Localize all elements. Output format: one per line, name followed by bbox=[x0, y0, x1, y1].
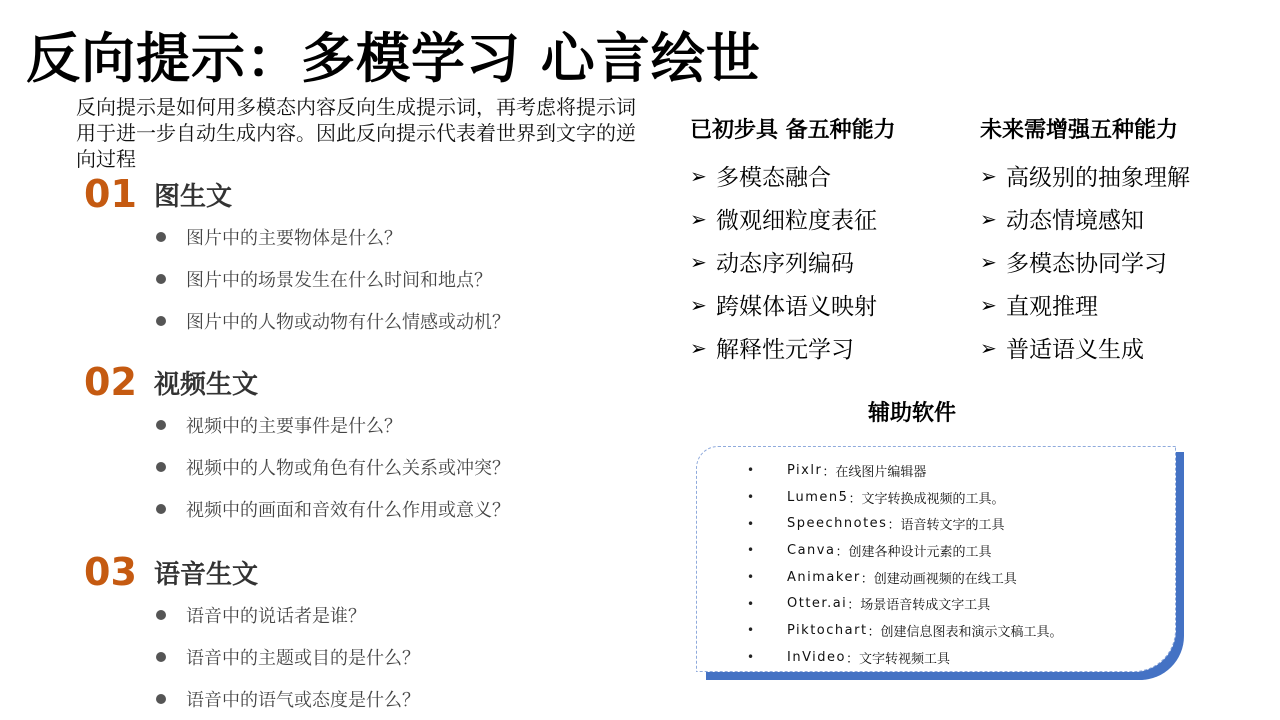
section-title: 图生文 bbox=[154, 181, 233, 212]
list-item: • Otter.ai ：场景语音转成文字工具 bbox=[747, 596, 991, 614]
section-video-to-text bbox=[84, 360, 510, 530]
section-image-to-text bbox=[84, 172, 510, 342]
bullet-icon: • bbox=[747, 543, 755, 558]
section-number: 02 bbox=[84, 360, 137, 404]
section-title: 语音生文 bbox=[154, 559, 259, 590]
list-item: • Canva ：创建各种设计元素的工具 bbox=[747, 542, 992, 560]
section-number: 03 bbox=[84, 550, 137, 594]
list-item: • Animaker ：创建动画视频的在线工具 bbox=[747, 569, 1017, 587]
current-abilities-heading: 已初步具 备五种能力 bbox=[690, 118, 896, 143]
arrow-right-icon: ➢ bbox=[690, 249, 707, 274]
list-item: ➢ 高级别的抽象理解 bbox=[980, 163, 1190, 191]
future-abilities-column bbox=[980, 112, 1190, 369]
list-item: 视频中的人物或角色有什么关系或冲突？ bbox=[156, 446, 510, 488]
list-item: 图片中的主要物体是什么？ bbox=[156, 216, 510, 258]
intro-paragraph: 反向提示是如何用多模态内容反向生成提示词，再考虑将提示词用于进一步自动生成内容。因此反向提示代表着世界到文字的逆向过程 bbox=[76, 95, 636, 171]
arrow-right-icon: ➢ bbox=[980, 335, 997, 360]
list-item: 视频中的主要事件是什么？ bbox=[156, 404, 510, 446]
arrow-right-icon: ➢ bbox=[690, 335, 707, 360]
list-item: ➢ 多模态融合 bbox=[690, 163, 831, 191]
question-list bbox=[156, 594, 420, 720]
bullet-icon: • bbox=[747, 650, 755, 665]
section-title: 视频生文 bbox=[154, 369, 259, 400]
list-item: • InVideo ：文字转视频工具 bbox=[747, 649, 951, 667]
arrow-right-icon: ➢ bbox=[690, 206, 707, 231]
future-abilities-heading: 未来需增强五种能力 bbox=[980, 118, 1179, 143]
section-number: 01 bbox=[84, 172, 137, 216]
list-item: ➢ 动态序列编码 bbox=[690, 249, 854, 277]
page-title: 反向提示：多模学习 心言绘世 bbox=[26, 27, 761, 90]
aux-software-title: 辅助软件 bbox=[868, 401, 957, 426]
bullet-icon bbox=[156, 274, 166, 284]
bullet-icon: • bbox=[747, 490, 755, 505]
bullet-icon: • bbox=[747, 516, 755, 531]
list-item: 语音中的语气或态度是什么？ bbox=[156, 678, 420, 720]
arrow-right-icon: ➢ bbox=[690, 292, 707, 317]
list-item: ➢ 跨媒体语义映射 bbox=[690, 292, 877, 320]
list-item: ➢ 动态情境感知 bbox=[980, 206, 1144, 234]
list-item: 语音中的主题或目的是什么？ bbox=[156, 636, 420, 678]
question-list bbox=[156, 404, 510, 530]
bullet-icon: • bbox=[747, 623, 755, 638]
list-item: ➢ 解释性元学习 bbox=[690, 335, 854, 363]
question-list bbox=[156, 216, 510, 342]
list-item: ➢ 微观细粒度表征 bbox=[690, 206, 877, 234]
bullet-icon bbox=[156, 232, 166, 242]
bullet-icon bbox=[156, 694, 166, 704]
list-item: ➢ 直观推理 bbox=[980, 292, 1098, 320]
bullet-icon: • bbox=[747, 463, 755, 478]
software-box bbox=[696, 446, 1176, 672]
list-item: 图片中的人物或动物有什么情感或动机？ bbox=[156, 300, 510, 342]
list-item: • Speechnotes ：语音转文字的工具 bbox=[747, 516, 1005, 534]
current-abilities-column bbox=[690, 112, 896, 369]
list-item: 语音中的说话者是谁？ bbox=[156, 594, 420, 636]
list-item: • Piktochart ：创建信息图表和演示文稿工具。 bbox=[747, 622, 1063, 640]
bullet-icon bbox=[156, 420, 166, 430]
arrow-right-icon: ➢ bbox=[980, 206, 997, 231]
bullet-icon bbox=[156, 610, 166, 620]
software-list bbox=[747, 457, 1175, 671]
bullet-icon bbox=[156, 504, 166, 514]
bullet-icon bbox=[156, 462, 166, 472]
list-item: • Lumen5 ：文字转换成视频的工具。 bbox=[747, 489, 1005, 507]
arrow-right-icon: ➢ bbox=[980, 249, 997, 274]
arrow-right-icon: ➢ bbox=[980, 292, 997, 317]
bullet-icon: • bbox=[747, 570, 755, 585]
list-item: 图片中的场景发生在什么时间和地点？ bbox=[156, 258, 510, 300]
list-item: ➢ 多模态协同学习 bbox=[980, 249, 1167, 277]
list-item: • Pixlr ：在线图片编辑器 bbox=[747, 462, 927, 480]
bullet-icon bbox=[156, 652, 166, 662]
bullet-icon bbox=[156, 316, 166, 326]
arrow-right-icon: ➢ bbox=[980, 163, 997, 188]
bullet-icon: • bbox=[747, 596, 755, 611]
arrow-right-icon: ➢ bbox=[690, 163, 707, 188]
future-abilities-list bbox=[980, 154, 1190, 369]
list-item: 视频中的画面和音效有什么作用或意义？ bbox=[156, 488, 510, 530]
list-item: ➢ 普适语义生成 bbox=[980, 335, 1144, 363]
section-audio-to-text bbox=[84, 550, 420, 720]
current-abilities-list bbox=[690, 154, 896, 369]
